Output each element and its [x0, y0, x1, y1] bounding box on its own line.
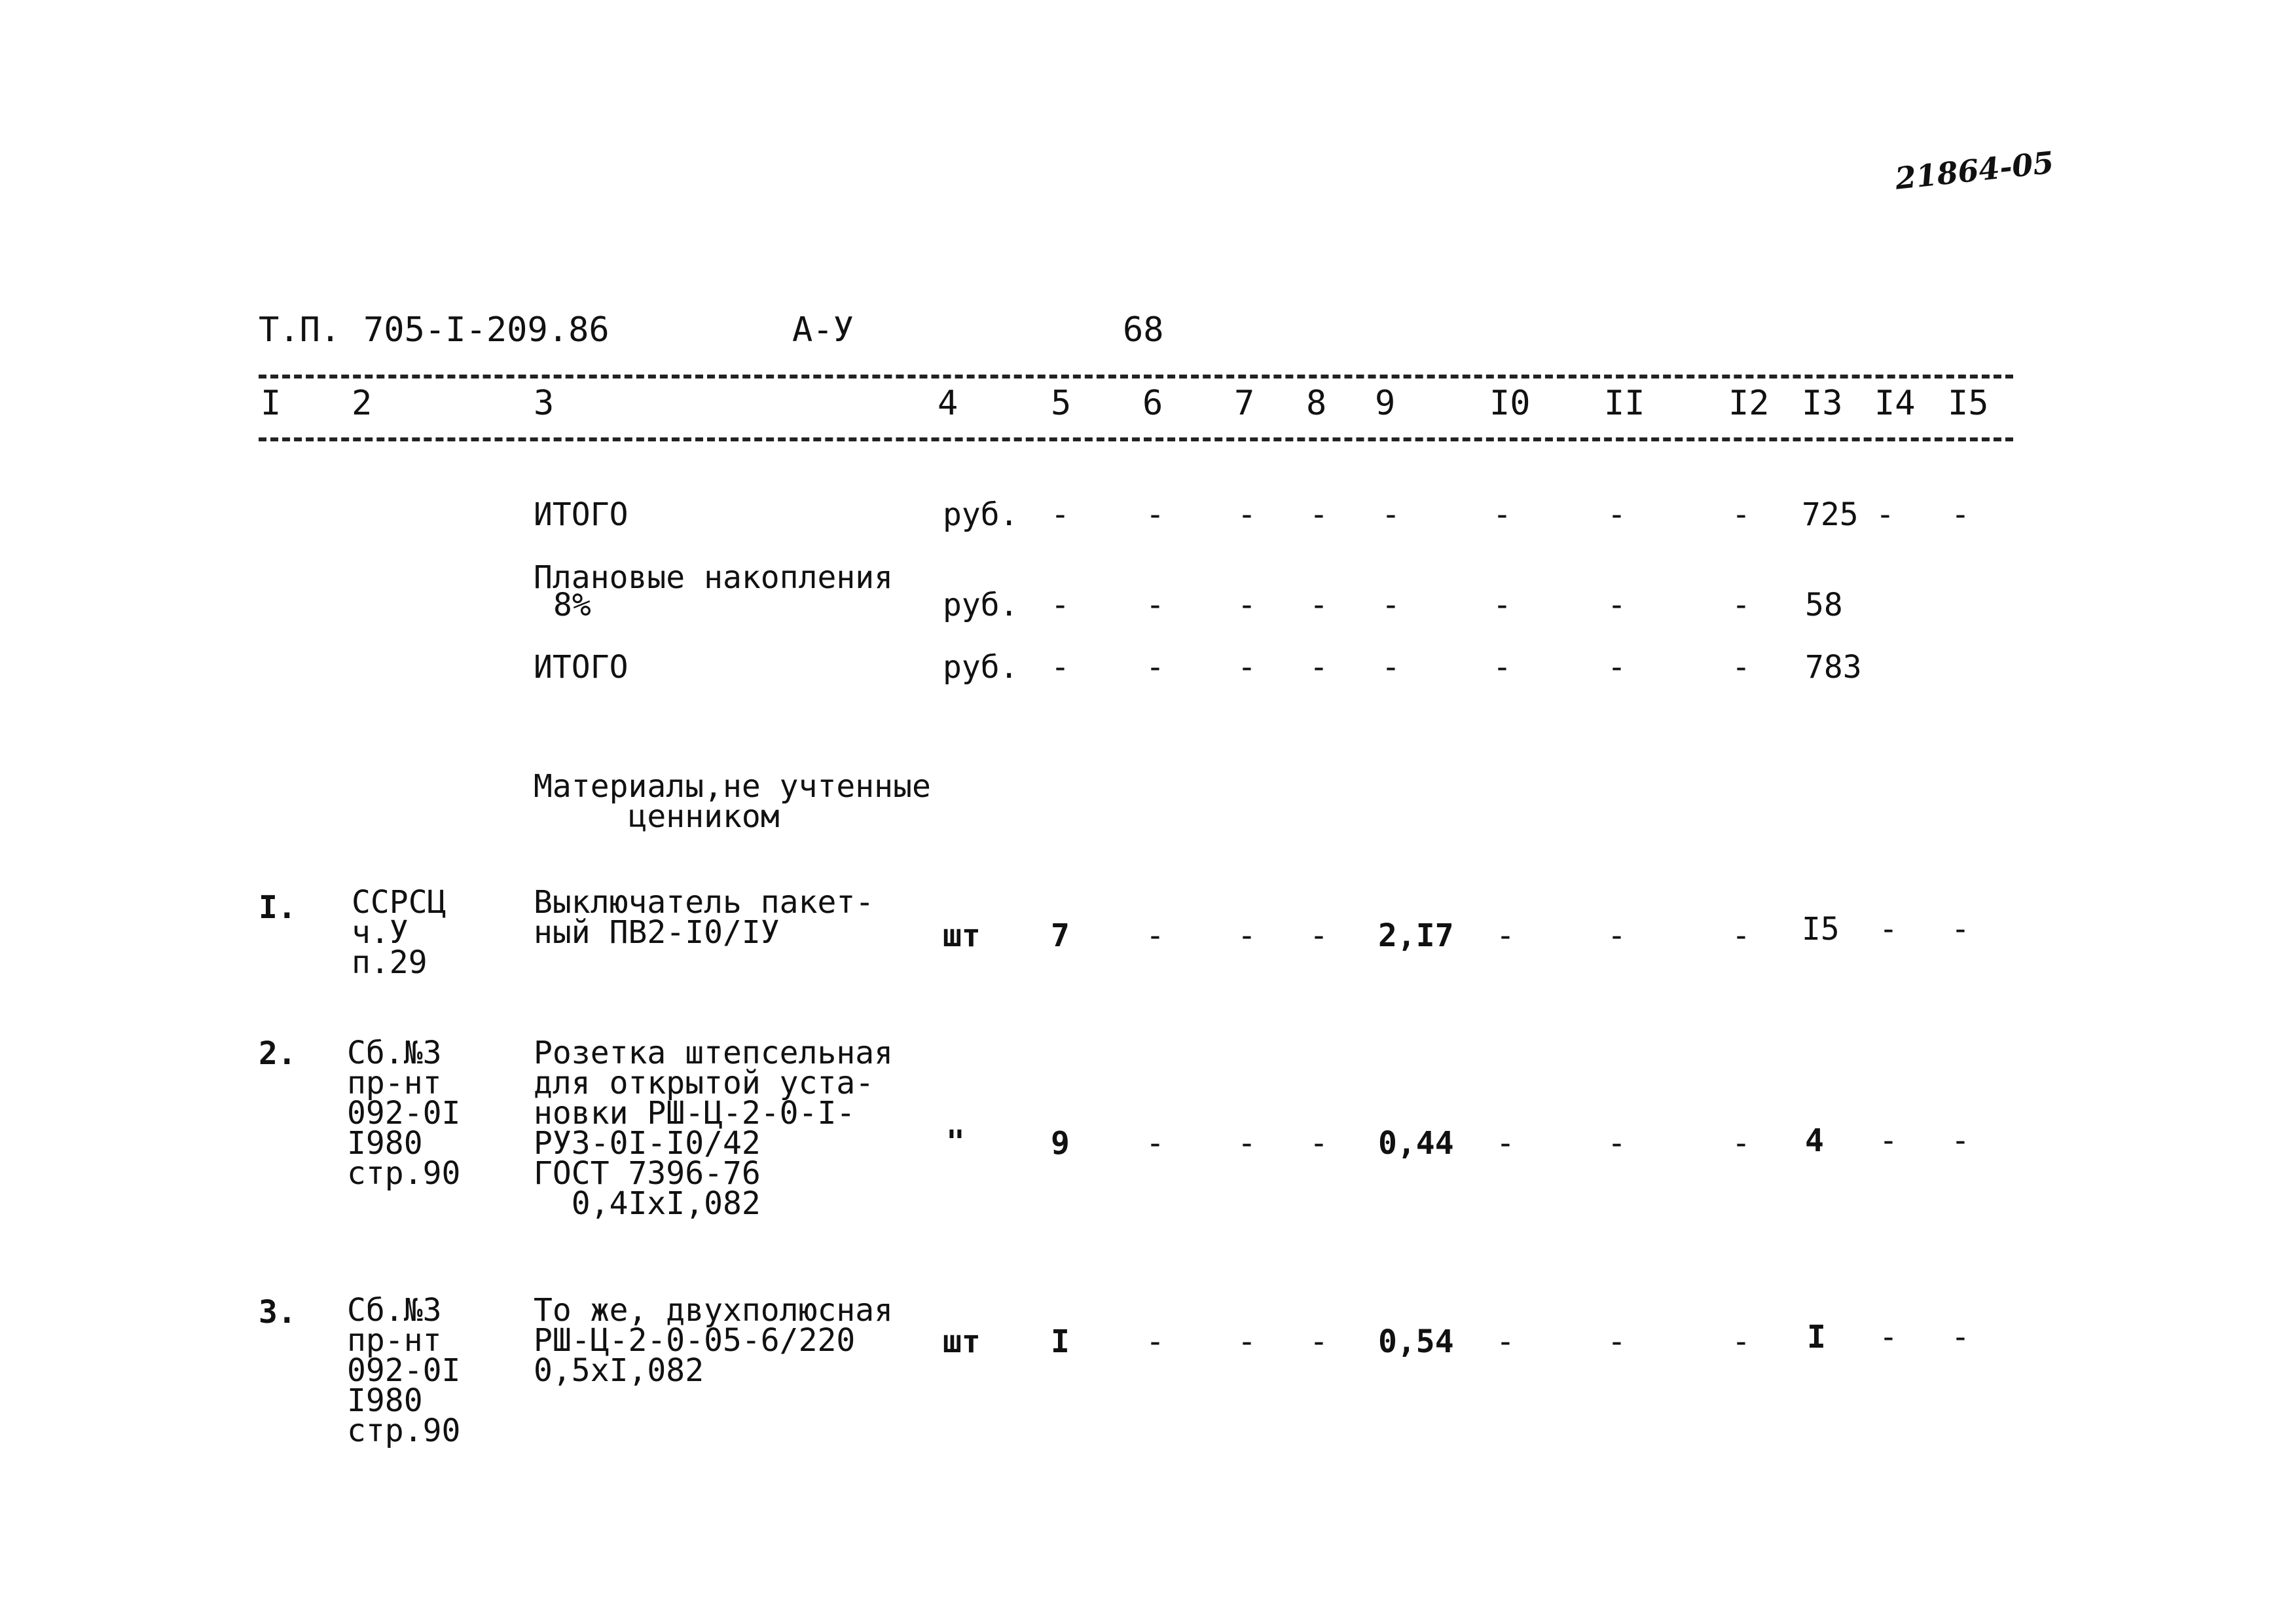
col-header-4: 4 [938, 384, 958, 423]
col-header-10: I0 [1489, 384, 1531, 423]
cell-c13: I [1807, 1319, 1826, 1356]
cell-c13: 725 [1802, 496, 1859, 533]
cell-c11: - [1607, 1323, 1626, 1360]
col-header-8: 8 [1306, 384, 1327, 423]
page-number: 68 [1123, 310, 1164, 350]
item-name: Выключатель пакет- ный ПВ2-I0/IУ [534, 884, 875, 951]
cell-c12: - [1732, 587, 1751, 623]
item-name: То же, двухполюсная РШ-Ц-2-0-05-6/220 0,5хI,082 [534, 1292, 894, 1389]
doc-section: А-У [792, 310, 854, 350]
cell-c8: - [1309, 1323, 1328, 1360]
doc-designation: Т.П. [259, 310, 341, 350]
cell-c14: - [1876, 496, 1895, 533]
cell-c10: - [1496, 917, 1515, 954]
cell-c10: - [1493, 649, 1512, 686]
cell-c5: 7 [1051, 917, 1070, 954]
cell-c8: - [1309, 917, 1328, 954]
col-header-15: I5 [1948, 384, 1989, 423]
cell-c15: - [1951, 1122, 1970, 1159]
cell-c9: 0,44 [1378, 1125, 1454, 1162]
cell-c6: - [1146, 496, 1165, 533]
materials-heading: Материалы,не учтенные ценником [534, 768, 931, 835]
cell-c14: - [1879, 1122, 1898, 1159]
cell-c8: - [1309, 587, 1328, 623]
cell-c9: - [1381, 496, 1400, 533]
col-header-13: I3 [1802, 384, 1843, 423]
cell-c8: - [1309, 496, 1328, 533]
cell-c11: - [1607, 917, 1626, 954]
planned-percent: 8% [553, 587, 591, 623]
cell-c7: - [1237, 496, 1256, 533]
col-header-12: I2 [1728, 384, 1770, 423]
cell-c14: - [1879, 911, 1898, 948]
cell-c10: - [1493, 496, 1512, 533]
col-header-9: 9 [1375, 384, 1396, 423]
cell-c9: 0,54 [1378, 1323, 1454, 1360]
cell-c12: - [1732, 1125, 1751, 1162]
cell-c15: - [1951, 911, 1970, 948]
cell-c14: - [1879, 1319, 1898, 1356]
cell-c12: - [1732, 649, 1751, 686]
cell-c5: - [1051, 649, 1070, 686]
cell-c5: I [1051, 1323, 1070, 1360]
cell-c7: - [1237, 1323, 1256, 1360]
cell-c7: - [1237, 1125, 1256, 1162]
archive-stamp-number: 21864-05 [1893, 144, 2056, 196]
col-header-7: 7 [1234, 384, 1255, 423]
cell-c5: - [1051, 587, 1070, 623]
cell-c11: - [1607, 1125, 1626, 1162]
cell-c11: - [1607, 649, 1626, 686]
cell-c13: 783 [1805, 649, 1862, 686]
cell-c10: - [1496, 1125, 1515, 1162]
col-header-14: I4 [1874, 384, 1916, 423]
cell-c11: - [1607, 496, 1626, 533]
grand-total-unit: руб. [943, 649, 1019, 686]
cell-c8: - [1309, 649, 1328, 686]
item-number: 3. [259, 1294, 297, 1331]
cell-c12: - [1732, 917, 1751, 954]
planned-label: Плановые накопления [534, 559, 894, 596]
col-header-2: 2 [352, 384, 373, 423]
cell-c6: - [1146, 1323, 1165, 1360]
total-unit: руб. [943, 496, 1019, 533]
cell-c13: 58 [1805, 587, 1843, 623]
cell-c9: 2,I7 [1378, 917, 1454, 954]
cell-c6: - [1146, 587, 1165, 623]
cell-c12: - [1732, 496, 1751, 533]
cell-c7: - [1237, 587, 1256, 623]
doc-number: 705-I-209.86 [363, 310, 610, 350]
cell-c8: - [1309, 1125, 1328, 1162]
col-header-3: 3 [534, 384, 555, 423]
cell-c12: - [1732, 1323, 1751, 1360]
cell-c6: - [1146, 1125, 1165, 1162]
cell-c5: 9 [1051, 1125, 1070, 1162]
col-header-1: I [261, 384, 282, 423]
cell-c9: - [1381, 649, 1400, 686]
cell-c9: - [1381, 587, 1400, 623]
item-source: Сб.№3 пр-нт 092-0I I980 стр.90 [347, 1035, 461, 1192]
item-number: I. [259, 889, 297, 926]
header-top-rule [259, 375, 2013, 378]
cell-c15: - [1951, 496, 1970, 533]
col-header-6: 6 [1142, 384, 1163, 423]
item-unit: шт [943, 1323, 981, 1360]
cell-c13: 4 [1805, 1122, 1824, 1159]
planned-unit: руб. [943, 587, 1019, 623]
item-source: Сб.№3 пр-нт 092-0I I980 стр.90 [347, 1292, 461, 1449]
cell-c7: - [1237, 917, 1256, 954]
cell-c10: - [1493, 587, 1512, 623]
cell-c10: - [1496, 1323, 1515, 1360]
grand-total-label: ИТОГО [534, 649, 629, 686]
cell-c6: - [1146, 917, 1165, 954]
item-name: Розетка штепсельная для открытой уста- новки РШ-Ц-2-0-I- РУЗ-0I-I0/42 ГОСТ 7396-76 0,4IхI,082 [534, 1035, 894, 1222]
cell-c11: - [1607, 587, 1626, 623]
cell-c15: - [1951, 1319, 1970, 1356]
total-label: ИТОГО [534, 496, 629, 533]
col-header-5: 5 [1051, 384, 1072, 423]
cell-c7: - [1237, 649, 1256, 686]
header-bottom-rule [259, 437, 2013, 441]
item-number: 2. [259, 1035, 297, 1072]
cell-c13: I5 [1802, 911, 1840, 948]
col-header-11: II [1604, 384, 1645, 423]
item-unit: шт [943, 917, 981, 954]
cell-c6: - [1146, 649, 1165, 686]
cell-c5: - [1051, 496, 1070, 533]
item-source: ССРСЦ ч.У п.29 [352, 884, 446, 981]
item-unit: " [946, 1124, 965, 1160]
